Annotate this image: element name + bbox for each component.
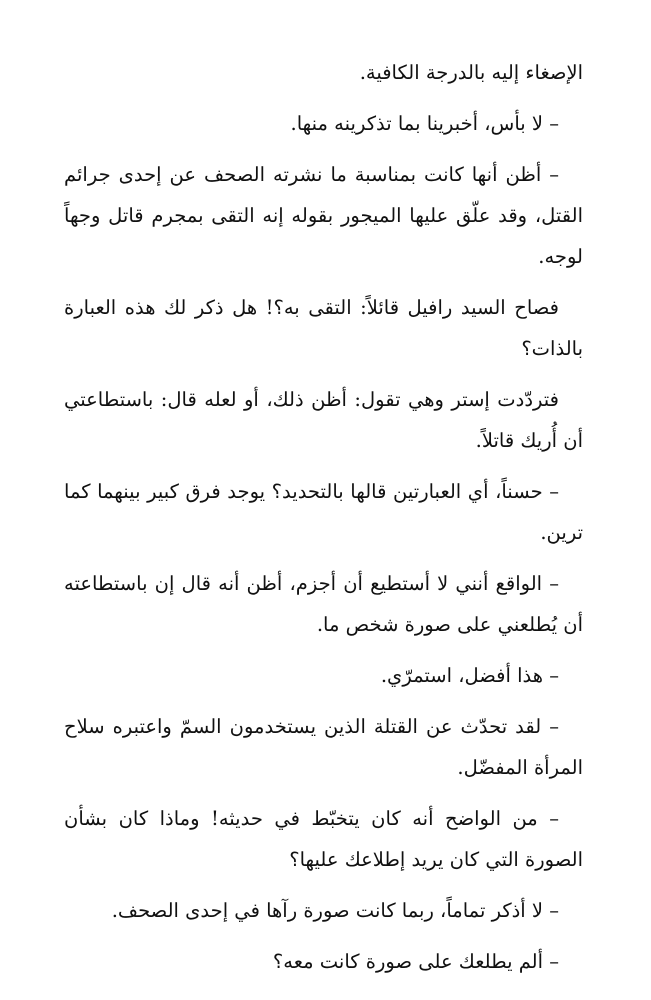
paragraph-narration: فصاح السيد رافيل قائلاً: التقى به؟! هل ذكر لك هذه العبارة بالذات؟ (64, 296, 583, 360)
paragraph-dialogue: – من الواضح أنه كان يتخبّط في حديثه! وماذا كان بشأن الصورة التي كان يريد إطلاعك عليها؟ (64, 807, 583, 871)
paragraph-dialogue: – لا أذكر تماماً، ربما كانت صورة رآها في إحدى الصحف. (111, 899, 559, 922)
paragraph-dialogue: – لا بأس، أخبرينا بما تذكرينه منها. (290, 112, 559, 135)
paragraph-dialogue: – هذا أفضل، استمرّي. (380, 664, 559, 687)
book-page (64, 52, 583, 992)
paragraph-dialogue: – حسناً، أي العبارتين قالها بالتحديد؟ يوجد فرق كبير بينهما كما ترين. (64, 480, 583, 544)
paragraph-dialogue: – الواقع أنني لا أستطيع أن أجزم، أظن أنه قال إن باستطاعته أن يُطلعني على صورة شخص ما. (64, 572, 583, 636)
paragraph-dialogue: – لقد تحدّث عن القتلة الذين يستخدمون السمّ واعتبره سلاح المرأة المفضّل. (64, 715, 583, 779)
paragraph-dialogue: – ألم يطلعك على صورة كانت معه؟ (272, 950, 559, 973)
paragraph-narration: فتردّدت إستر وهي تقول: أظن ذلك، أو لعله قال: باستطاعتي أن أُريك قاتلاً. (64, 388, 583, 452)
paragraph-dialogue: – أظن أنها كانت بمناسبة ما نشرته الصحف عن إحدى جرائم القتل، وقد علّق عليها الميجور بقوله إنه التقى بمجرم قاتل وجهاً لوجه. (64, 163, 583, 268)
paragraph-continuation: الإصغاء إليه بالدرجة الكافية. (359, 61, 583, 84)
